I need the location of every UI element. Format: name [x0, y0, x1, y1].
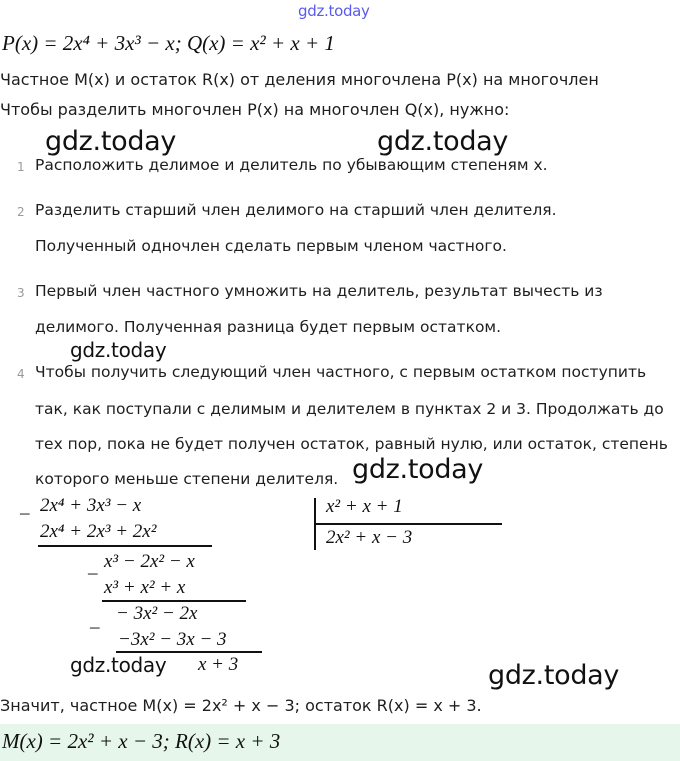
division-rule — [316, 523, 502, 525]
lead-line: Чтобы разделить многочлен P(x) на многочлен Q(x), нужно: — [0, 100, 510, 119]
step-text: Полученный одночлен сделать первым членом частного. — [35, 237, 507, 255]
divisor: x² + x + 1 — [326, 496, 403, 517]
minus-sign: _ — [88, 556, 98, 577]
step-number: 4 — [17, 367, 25, 381]
minus-sign: _ — [20, 496, 30, 517]
dividend: 2x⁴ + 3x³ − x — [40, 495, 142, 516]
watermark: gdz.today — [377, 126, 509, 157]
minus-sign: _ — [90, 610, 100, 631]
step-number: 1 — [17, 160, 25, 174]
final-remainder: x + 3 — [198, 654, 239, 675]
step-number: 3 — [17, 286, 25, 300]
step-text: Разделить старший член делимого на старший член делителя. — [35, 201, 557, 219]
step-text: так, как поступали с делимым и делителем в пунктах 2 и 3. Продолжать до — [35, 400, 664, 418]
subtrahend-2: x³ + x² + x — [104, 577, 186, 598]
watermark: gdz.today — [352, 454, 484, 485]
answer: M(x) = 2x² + x − 3; R(x) = x + 3 — [2, 729, 281, 753]
remainder-1: x³ − 2x² − x — [104, 551, 195, 572]
watermark: gdz.today — [488, 660, 620, 691]
watermark: gdz.today — [70, 338, 167, 362]
step-text: Чтобы получить следующий член частного, с первым остатком поступить — [35, 363, 647, 381]
watermark: gdz.today — [45, 126, 177, 157]
header-formula: P(x) = 2x⁴ + 3x³ − x; Q(x) = x² + x + 1 — [2, 31, 335, 55]
quotient: 2x² + x − 3 — [326, 527, 413, 548]
step-text: делимого. Полученная разница будет первым остатком. — [35, 318, 502, 336]
subtrahend-1: 2x⁴ + 2x³ + 2x² — [40, 521, 157, 542]
intro-line: Частное M(x) и остаток R(x) от деления многочлена P(x) на многочлен — [0, 70, 599, 89]
step-text: Расположить делимое и делитель по убывающим степеням x. — [35, 156, 548, 174]
step-text: Первый член частного умножить на делитель, результат вычесть из — [35, 282, 603, 300]
watermark-top: gdz.today — [298, 2, 370, 20]
watermark: gdz.today — [70, 653, 167, 677]
remainder-2: − 3x² − 2x — [116, 603, 198, 624]
step-text: тех пор, пока не будет получен остаток, равный нулю, или остаток, степень — [35, 435, 668, 453]
subtrahend-3: −3x² − 3x − 3 — [118, 629, 227, 650]
division-rule — [102, 600, 246, 602]
step-text: которого меньше степени делителя. — [35, 470, 339, 488]
conclusion: Значит, частное M(x) = 2x² + x − 3; остаток R(x) = x + 3. — [0, 696, 482, 715]
step-number: 2 — [17, 205, 25, 219]
division-rule — [38, 545, 212, 547]
